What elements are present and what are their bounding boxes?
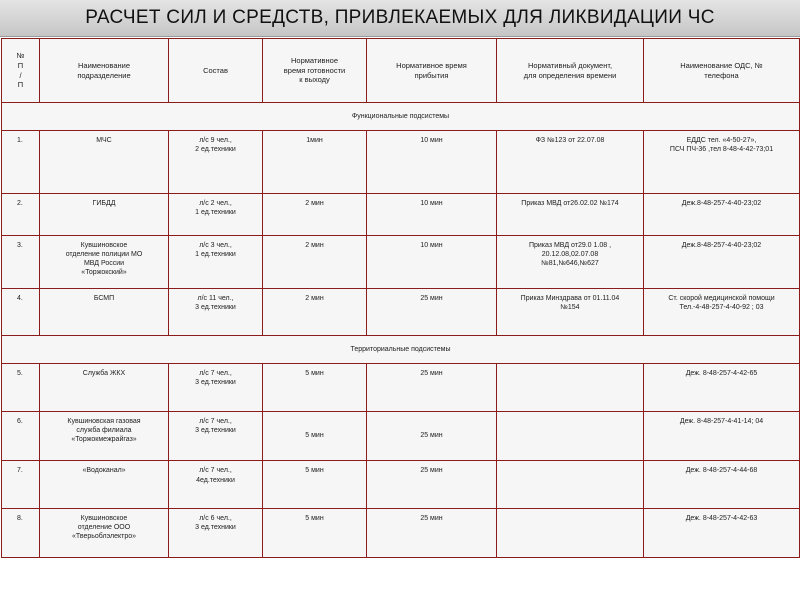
row-ready-time: 5 мин	[263, 461, 367, 508]
row-document	[497, 364, 644, 412]
row-num: 6.	[2, 412, 40, 461]
row-ready-time: 2 мин	[263, 194, 367, 235]
row-contact: Деж. 8-48-257-4-42-65	[644, 364, 800, 412]
row-name: БСМП	[40, 288, 169, 335]
table-row	[2, 288, 800, 335]
row-arrival-time: 25 мин	[367, 288, 497, 335]
row-document: Приказ МВД от26.02.02 №174	[497, 194, 644, 235]
row-name: Кувшиновская газовая служба филиала «Торжокмежрайгаз»	[40, 412, 169, 461]
table-row	[2, 235, 800, 288]
row-document: Приказ МВД от29.0 1.08 , 20.12.08,02.07.08 №81,№646,№627	[497, 235, 644, 288]
header-row	[2, 39, 800, 103]
header-name: Наименование подразделение	[40, 39, 169, 103]
row-arrival-time: 25 мин	[367, 461, 497, 508]
row-composition: л/с 7 чел., 4ед.техники	[169, 461, 263, 508]
row-contact: Деж.8-48-257-4-40-23;02	[644, 194, 800, 235]
row-contact: Деж.8-48-257-4-40-23;02	[644, 235, 800, 288]
row-num: 4.	[2, 288, 40, 335]
row-arrival-time: 25 мин	[420, 432, 443, 440]
row-num: 7.	[2, 461, 40, 508]
row-contact: Ст. скорой медицинской помощи Тел.-4-48-257-4-40-92 ; 03	[644, 288, 800, 335]
header-num: № П / П	[2, 39, 40, 103]
row-composition: л/с 2 чел., 1 ед.техники	[169, 194, 263, 235]
row-document	[497, 508, 644, 557]
row-contact: Деж. 8-48-257-4-44-68	[644, 461, 800, 508]
section-territorial: Территориальные подсистемы	[2, 335, 800, 363]
row-num: 8.	[2, 508, 40, 557]
header-composition: Состав	[169, 39, 263, 103]
row-arrival-time: 10 мин	[367, 131, 497, 194]
row-contact: Деж. 8-48-257-4-41-14; 04	[644, 412, 800, 461]
page-title: РАСЧЕТ СИЛ И СРЕДСТВ, ПРИВЛЕКАЕМЫХ ДЛЯ ЛИКВИДАЦИИ ЧС	[85, 7, 715, 28]
row-ready-time: 5 мин	[263, 508, 367, 557]
section-functional: Функциональные подсистемы	[2, 103, 800, 131]
row-num: 3.	[2, 235, 40, 288]
row-name: МЧС	[40, 131, 169, 194]
row-document	[497, 412, 644, 461]
header-ready-time: Нормативное время готовности к выходу	[263, 39, 367, 103]
row-document: ФЗ №123 от 22.07.08	[497, 131, 644, 194]
row-contact: Деж. 8-48-257-4-42-63	[644, 508, 800, 557]
row-ready-time: 2 мин	[263, 235, 367, 288]
table-row	[2, 131, 800, 194]
row-arrival-time: 25 мин	[367, 508, 497, 557]
row-ready-time: 5 мин	[305, 432, 324, 440]
row-document	[497, 461, 644, 508]
row-arrival-time: 10 мин	[367, 235, 497, 288]
row-num: 2.	[2, 194, 40, 235]
table-row	[2, 508, 800, 557]
row-document: Приказ Минздрава от 01.11.04 №154	[497, 288, 644, 335]
row-ready-time: 5 мин	[263, 364, 367, 412]
row-composition: л/с 9 чел., 2 ед.техники	[169, 131, 263, 194]
row-composition: л/с 11 чел., 3 ед.техники	[169, 288, 263, 335]
title-bar	[0, 0, 800, 37]
table-row	[2, 364, 800, 412]
section-row	[2, 335, 800, 363]
table-row	[2, 412, 800, 461]
row-num: 1.	[2, 131, 40, 194]
row-composition: л/с 7 чел., 3 ед.техники	[169, 364, 263, 412]
header-document: Нормативный документ, для определения времени	[497, 39, 644, 103]
row-name: Кувшиновское отделение полиции МО МВД России «Торжокский»	[40, 235, 169, 288]
header-contact: Наименование ОДС, № телефона	[644, 39, 800, 103]
row-name: Кувшиновское отделение ООО «Тверьоблэлектро»	[40, 508, 169, 557]
row-composition: л/с 7 чел., 3 ед.техники	[169, 412, 263, 461]
table-row	[2, 194, 800, 235]
row-composition: л/с 6 чел., 3 ед.техники	[169, 508, 263, 557]
row-arrival-time: 10 мин	[367, 194, 497, 235]
header-arrival-time: Нормативное время прибытия	[367, 39, 497, 103]
row-num: 5.	[2, 364, 40, 412]
row-ready-time: 1мин	[263, 131, 367, 194]
row-contact: ЕДДС тел. «4-50-27», ПСЧ ПЧ-36 ,тел 8-48-4-42-73;01	[644, 131, 800, 194]
forces-table	[1, 38, 800, 558]
row-ready-time: 2 мин	[263, 288, 367, 335]
section-row	[2, 103, 800, 131]
table-row	[2, 461, 800, 508]
row-name: ГИБДД	[40, 194, 169, 235]
row-name: Служба ЖКХ	[40, 364, 169, 412]
row-name: «Водоканал»	[40, 461, 169, 508]
row-composition: л/с 3 чел., 1 ед.техники	[169, 235, 263, 288]
row-arrival-time: 25 мин	[367, 364, 497, 412]
